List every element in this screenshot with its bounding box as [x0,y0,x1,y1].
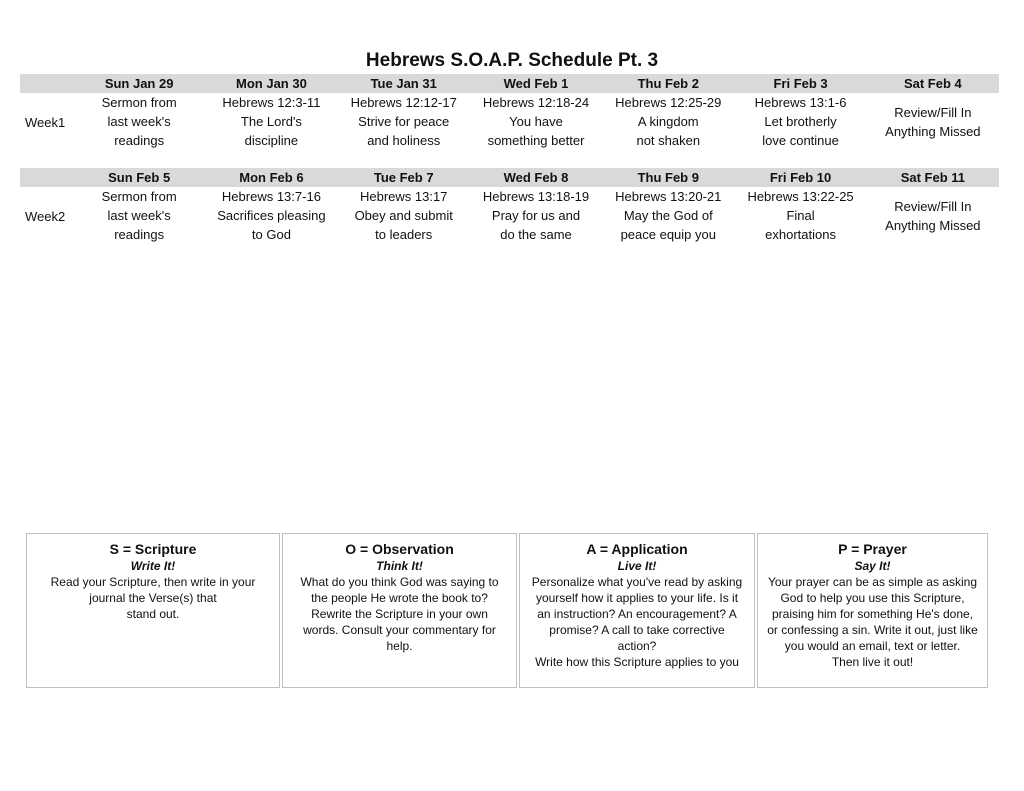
soap-text-line: journal the Verse(s) that [89,591,217,605]
reading-line: exhortations [765,227,836,242]
day-header: Wed Feb 1 [503,76,569,91]
day-header: Mon Jan 30 [236,76,307,91]
reading-line: to God [251,227,291,242]
reading-cell [470,93,602,151]
reading-cell [867,187,999,245]
reading-line: Sermon from [101,95,177,110]
soap-text-line: Your prayer can be as simple as asking [767,575,977,589]
day-header: Fri Feb 10 [769,170,832,185]
reading-cell [73,93,205,151]
reading-line: peace equip you [620,227,716,242]
day-header: Thu Feb 2 [637,76,699,91]
reading-line: discipline [244,133,299,148]
reading-line: Sermon from [101,189,177,204]
header-spacer [20,74,73,93]
reading-line: love continue [762,133,839,148]
soap-text-line: the people He wrote the book to? [311,591,488,605]
soap-text-line: Personalize what you've read by asking [531,575,743,589]
reading-line: Anything Missed [885,124,981,139]
soap-heading: A = Application [586,541,688,557]
reading-line: Hebrews 13:18-19 [482,189,590,204]
reading-line: Hebrews 13:7-16 [221,189,321,204]
reading-line: to leaders [375,227,433,242]
soap-heading: S = Scripture [109,541,197,557]
reading-line: do the same [500,227,572,242]
reading-line: Review/Fill In [894,199,972,214]
day-header: Wed Feb 8 [503,170,569,185]
soap-text-line: you would an email, text or letter. [784,639,961,653]
soap-text-line: Then live it out! [831,655,914,669]
soap-boxes [26,533,988,688]
reading-row [20,187,999,245]
soap-subheading: Write It! [130,559,176,573]
week-label: Week2 [25,208,66,224]
soap-text-line: What do you think God was saying to [300,575,499,589]
reading-line: Hebrews 13:20-21 [615,189,722,204]
reading-row [20,93,999,151]
soap-text-line: stand out. [126,607,180,621]
reading-cell [867,93,999,151]
reading-line: Hebrews 12:3-11 [222,95,321,110]
reading-line: something better [487,133,585,148]
reading-line: Hebrews 12:25-29 [615,95,722,110]
soap-text-line: God to help you use this Scripture, [780,591,965,605]
reading-line: Hebrews 13:22-25 [747,189,854,204]
reading-line: and holiness [367,133,441,148]
day-header: Sun Feb 5 [108,170,171,185]
day-header: Fri Feb 3 [773,76,828,91]
day-header: Tue Jan 31 [370,76,437,91]
reading-line: You have [509,114,563,129]
soap-text-line: or confessing a sin. Write it out, just like [767,623,978,637]
soap-text-line: Write how this Scripture applies to you [535,655,739,669]
reading-line: The Lord's [240,114,302,129]
soap-box-observation [282,533,517,688]
reading-line: Strive for peace [358,114,450,129]
header-spacer [20,168,73,187]
reading-line: Review/Fill In [894,105,972,120]
reading-cell [205,93,337,151]
soap-box-application [519,533,755,688]
reading-line: not shaken [636,133,701,148]
reading-line: Hebrews 13:17 [359,189,448,204]
reading-line: last week's [107,208,171,223]
day-header: Thu Feb 9 [637,170,699,185]
reading-line: Let brotherly [764,114,837,129]
soap-text-line: words. Consult your commentary for [303,623,496,637]
reading-cell [470,187,602,245]
reading-line: Obey and submit [354,208,453,223]
reading-cell [338,93,470,151]
reading-cell [73,187,205,245]
week-label: Week1 [25,114,66,130]
reading-line: Final [786,208,815,223]
page-title: Hebrews S.O.A.P. Schedule Pt. 3 [365,50,659,71]
day-header-row [20,168,999,187]
soap-text-line: Read your Scripture, then write in your [50,575,256,589]
day-header: Tue Feb 7 [373,170,434,185]
soap-text-line: action? [617,639,657,653]
reading-cell [602,187,734,245]
reading-line: Hebrews 12:12-17 [350,95,457,110]
soap-heading: O = Observation [345,541,454,557]
reading-cell [602,93,734,151]
day-header: Mon Feb 6 [239,170,304,185]
reading-cell [338,187,470,245]
reading-line: Hebrews 12:18-24 [482,95,590,110]
soap-text-line: praising him for something He's done, [771,607,974,621]
day-header: Sun Jan 29 [104,76,174,91]
soap-box-scripture [26,533,280,688]
reading-line: May the God of [623,208,713,223]
reading-cell [734,187,866,245]
soap-heading: P = Prayer [838,541,907,557]
day-header-row [20,74,999,93]
reading-line: Pray for us and [491,208,581,223]
week-table [20,74,999,151]
week-table [20,168,999,245]
soap-text-line: an instruction? An encouragement? A [537,607,737,621]
soap-text-line: Rewrite the Scripture in your own [311,607,488,621]
soap-subheading: Live It! [617,559,657,573]
soap-text-line: promise? A call to take corrective [549,623,725,637]
day-header: Sat Feb 11 [900,170,965,185]
soap-subheading: Think It! [376,559,423,573]
soap-text-line: help. [386,639,413,653]
reading-line: readings [114,227,165,242]
reading-line: readings [114,133,165,148]
reading-line: Hebrews 13:1-6 [754,95,847,110]
soap-box-prayer [757,533,988,688]
day-header: Sat Feb 4 [903,76,962,91]
reading-line: Sacrifices pleasing [217,208,326,223]
reading-line: Anything Missed [885,218,981,233]
reading-cell [205,187,337,245]
reading-cell [734,93,866,151]
reading-line: A kingdom [637,114,699,129]
soap-text-line: yourself how it applies to your life. Is it [535,591,739,605]
soap-subheading: Say It! [854,559,891,573]
reading-line: last week's [107,114,171,129]
